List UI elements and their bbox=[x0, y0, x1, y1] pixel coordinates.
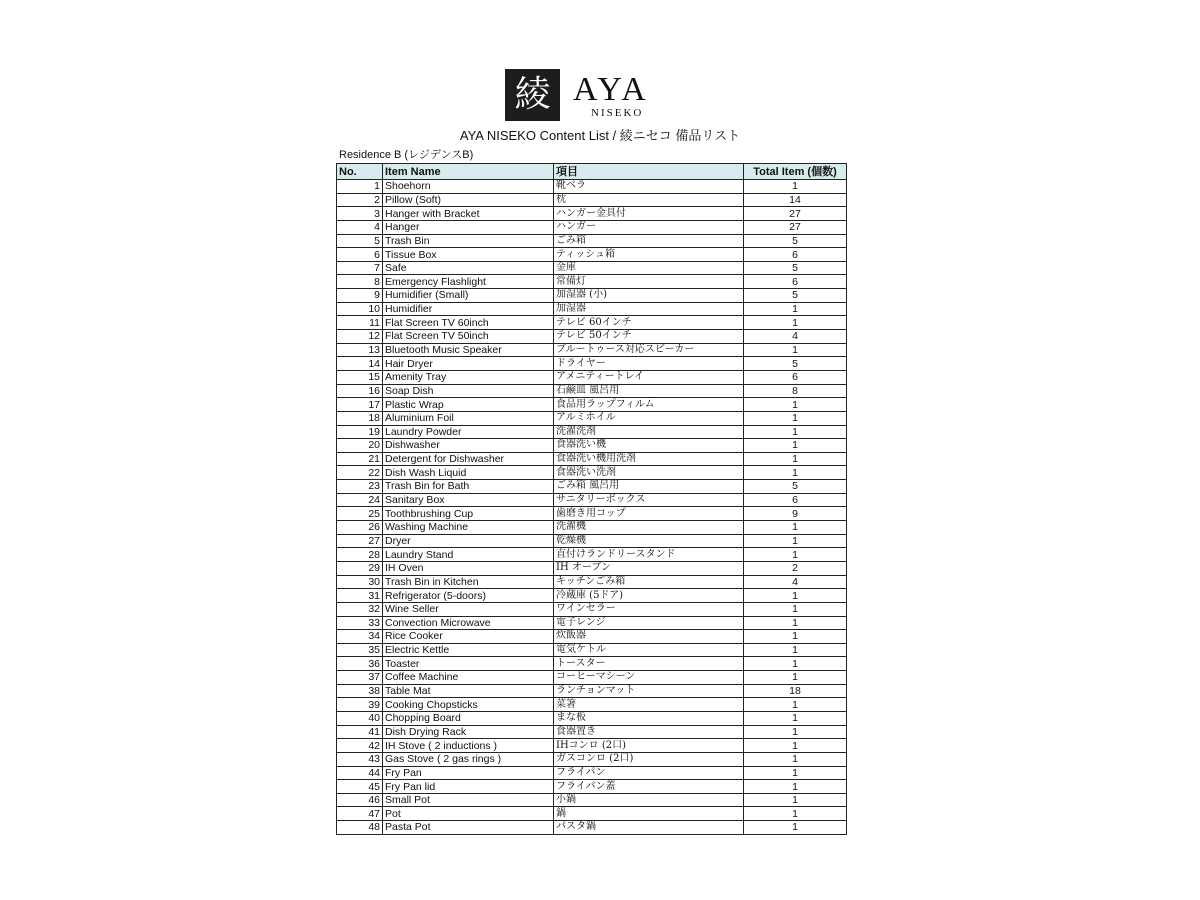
cell-no: 6 bbox=[337, 248, 383, 262]
cell-total: 1 bbox=[744, 589, 847, 603]
cell-item-name: Wine Seller bbox=[383, 602, 554, 616]
cell-no: 3 bbox=[337, 207, 383, 221]
table-row bbox=[337, 602, 847, 616]
table-row bbox=[337, 643, 847, 657]
cell-no: 33 bbox=[337, 616, 383, 630]
cell-total: 1 bbox=[744, 616, 847, 630]
cell-no: 45 bbox=[337, 780, 383, 794]
cell-item-name: Shoehorn bbox=[383, 180, 554, 194]
cell-no: 26 bbox=[337, 521, 383, 535]
cell-item-jp: パスタ鍋 bbox=[554, 821, 744, 835]
cell-item-name: Pillow (Soft) bbox=[383, 193, 554, 207]
cell-total: 14 bbox=[744, 193, 847, 207]
cell-item-jp: ドライヤー bbox=[554, 357, 744, 371]
cell-no: 5 bbox=[337, 234, 383, 248]
cell-item-jp: テレビ 60インチ bbox=[554, 316, 744, 330]
cell-item-jp: 石鹸皿 風呂用 bbox=[554, 384, 744, 398]
cell-item-jp: 食器洗い洗剤 bbox=[554, 466, 744, 480]
cell-item-name: Pot bbox=[383, 807, 554, 821]
cell-no: 30 bbox=[337, 575, 383, 589]
cell-no: 34 bbox=[337, 630, 383, 644]
cell-item-name: Dishwasher bbox=[383, 439, 554, 453]
cell-no: 21 bbox=[337, 452, 383, 466]
cell-item-name: IH Stove ( 2 inductions ) bbox=[383, 739, 554, 753]
cell-item-jp: 乾燥機 bbox=[554, 534, 744, 548]
cell-item-jp: 電子レンジ bbox=[554, 616, 744, 630]
cell-item-name: Tissue Box bbox=[383, 248, 554, 262]
cell-no: 48 bbox=[337, 821, 383, 835]
table-row bbox=[337, 616, 847, 630]
cell-no: 9 bbox=[337, 289, 383, 303]
table-row bbox=[337, 466, 847, 480]
cell-item-name: Trash Bin in Kitchen bbox=[383, 575, 554, 589]
cell-no: 39 bbox=[337, 698, 383, 712]
cell-no: 38 bbox=[337, 684, 383, 698]
table-row bbox=[337, 411, 847, 425]
cell-item-jp: ブルートゥース対応スピーカー bbox=[554, 343, 744, 357]
table-row bbox=[337, 766, 847, 780]
cell-item-name: Laundry Powder bbox=[383, 425, 554, 439]
cell-no: 43 bbox=[337, 752, 383, 766]
cell-total: 1 bbox=[744, 425, 847, 439]
cell-total: 1 bbox=[744, 780, 847, 794]
table-row bbox=[337, 548, 847, 562]
aya-niseko-logo bbox=[505, 69, 655, 121]
table-row bbox=[337, 302, 847, 316]
cell-item-name: Safe bbox=[383, 261, 554, 275]
table-row bbox=[337, 316, 847, 330]
cell-total: 27 bbox=[744, 207, 847, 221]
cell-item-jp: アルミホイル bbox=[554, 411, 744, 425]
cell-item-jp: 小鍋 bbox=[554, 793, 744, 807]
cell-item-name: Amenity Tray bbox=[383, 370, 554, 384]
cell-total: 1 bbox=[744, 180, 847, 194]
cell-no: 14 bbox=[337, 357, 383, 371]
header-item-jp: 項目 bbox=[554, 164, 744, 180]
cell-item-jp: 加湿器 bbox=[554, 302, 744, 316]
table-row bbox=[337, 521, 847, 535]
cell-no: 31 bbox=[337, 589, 383, 603]
table-row bbox=[337, 370, 847, 384]
cell-item-name: Aluminium Foil bbox=[383, 411, 554, 425]
cell-total: 1 bbox=[744, 302, 847, 316]
document-title: AYA NISEKO Content List / 綾ニセコ 備品リスト bbox=[459, 128, 741, 143]
cell-total: 1 bbox=[744, 521, 847, 535]
logo-name: AYA bbox=[573, 71, 649, 108]
cell-no: 28 bbox=[337, 548, 383, 562]
cell-item-jp: 食器洗い機用洗剤 bbox=[554, 452, 744, 466]
content-list-table bbox=[336, 163, 847, 835]
table-row bbox=[337, 289, 847, 303]
cell-item-jp: 鍋 bbox=[554, 807, 744, 821]
cell-no: 19 bbox=[337, 425, 383, 439]
cell-total: 1 bbox=[744, 452, 847, 466]
cell-item-name: Pasta Pot bbox=[383, 821, 554, 835]
table-row bbox=[337, 807, 847, 821]
cell-item-jp: ハンガー金具付 bbox=[554, 207, 744, 221]
cell-total: 5 bbox=[744, 357, 847, 371]
table-row bbox=[337, 398, 847, 412]
cell-no: 20 bbox=[337, 439, 383, 453]
table-row bbox=[337, 425, 847, 439]
cell-total: 1 bbox=[744, 534, 847, 548]
cell-total: 1 bbox=[744, 411, 847, 425]
table-row bbox=[337, 343, 847, 357]
cell-no: 24 bbox=[337, 493, 383, 507]
cell-total: 1 bbox=[744, 821, 847, 835]
cell-item-jp: アメニティートレイ bbox=[554, 370, 744, 384]
cell-item-name: Emergency Flashlight bbox=[383, 275, 554, 289]
table-row bbox=[337, 698, 847, 712]
cell-total: 1 bbox=[744, 698, 847, 712]
cell-item-name: Sanitary Box bbox=[383, 493, 554, 507]
cell-no: 17 bbox=[337, 398, 383, 412]
cell-item-jp: ハンガー bbox=[554, 220, 744, 234]
cell-item-name: Cooking Chopsticks bbox=[383, 698, 554, 712]
cell-total: 5 bbox=[744, 289, 847, 303]
cell-item-jp: 炊飯器 bbox=[554, 630, 744, 644]
cell-total: 1 bbox=[744, 766, 847, 780]
cell-no: 46 bbox=[337, 793, 383, 807]
table-row bbox=[337, 630, 847, 644]
table-row bbox=[337, 180, 847, 194]
cell-item-jp: フライパン蓋 bbox=[554, 780, 744, 794]
cell-no: 29 bbox=[337, 561, 383, 575]
cell-item-jp: コーヒーマシーン bbox=[554, 671, 744, 685]
cell-total: 9 bbox=[744, 507, 847, 521]
cell-item-jp: 直付けランドリースタンド bbox=[554, 548, 744, 562]
cell-item-jp: テレビ 50インチ bbox=[554, 330, 744, 344]
table-row bbox=[337, 507, 847, 521]
table-row bbox=[337, 384, 847, 398]
table-row bbox=[337, 452, 847, 466]
table-row bbox=[337, 793, 847, 807]
cell-item-name: Dish Wash Liquid bbox=[383, 466, 554, 480]
cell-item-name: Hanger bbox=[383, 220, 554, 234]
cell-item-name: Electric Kettle bbox=[383, 643, 554, 657]
cell-no: 27 bbox=[337, 534, 383, 548]
cell-item-name: Bluetooth Music Speaker bbox=[383, 343, 554, 357]
cell-no: 2 bbox=[337, 193, 383, 207]
table-row bbox=[337, 684, 847, 698]
cell-item-jp: ワインセラー bbox=[554, 602, 744, 616]
header-item-name: Item Name bbox=[383, 164, 554, 180]
cell-total: 5 bbox=[744, 480, 847, 494]
cell-item-jp: キッチンごみ箱 bbox=[554, 575, 744, 589]
cell-item-jp: ランチョンマット bbox=[554, 684, 744, 698]
cell-item-name: Small Pot bbox=[383, 793, 554, 807]
cell-item-jp: ごみ箱 bbox=[554, 234, 744, 248]
cell-total: 4 bbox=[744, 330, 847, 344]
cell-no: 37 bbox=[337, 671, 383, 685]
table-row bbox=[337, 248, 847, 262]
cell-total: 2 bbox=[744, 561, 847, 575]
cell-total: 18 bbox=[744, 684, 847, 698]
cell-total: 1 bbox=[744, 643, 847, 657]
cell-no: 1 bbox=[337, 180, 383, 194]
table-row bbox=[337, 534, 847, 548]
cell-item-name: Toothbrushing Cup bbox=[383, 507, 554, 521]
cell-item-name: Table Mat bbox=[383, 684, 554, 698]
cell-item-jp: まな板 bbox=[554, 711, 744, 725]
cell-no: 10 bbox=[337, 302, 383, 316]
table-header-row bbox=[337, 164, 847, 180]
cell-no: 42 bbox=[337, 739, 383, 753]
cell-item-jp: トースター bbox=[554, 657, 744, 671]
table-row bbox=[337, 275, 847, 289]
cell-total: 1 bbox=[744, 711, 847, 725]
cell-item-jp: IHコンロ (2口) bbox=[554, 739, 744, 753]
section-title: Residence B (レジデンスB) bbox=[339, 149, 474, 161]
cell-item-jp: 食品用ラップフィルム bbox=[554, 398, 744, 412]
cell-no: 11 bbox=[337, 316, 383, 330]
logo-mark: 綾 bbox=[505, 69, 560, 121]
cell-item-name: Flat Screen TV 50inch bbox=[383, 330, 554, 344]
cell-total: 6 bbox=[744, 493, 847, 507]
cell-total: 27 bbox=[744, 220, 847, 234]
cell-item-name: Convection Microwave bbox=[383, 616, 554, 630]
cell-no: 23 bbox=[337, 480, 383, 494]
cell-no: 40 bbox=[337, 711, 383, 725]
cell-item-name: Dryer bbox=[383, 534, 554, 548]
table-row bbox=[337, 480, 847, 494]
cell-item-jp: 食器置き bbox=[554, 725, 744, 739]
table-row bbox=[337, 207, 847, 221]
table-row bbox=[337, 725, 847, 739]
cell-total: 1 bbox=[744, 439, 847, 453]
cell-item-name: Laundry Stand bbox=[383, 548, 554, 562]
cell-item-jp: 洗濯機 bbox=[554, 521, 744, 535]
cell-total: 4 bbox=[744, 575, 847, 589]
cell-item-jp: 洗濯洗剤 bbox=[554, 425, 744, 439]
cell-item-jp: 電気ケトル bbox=[554, 643, 744, 657]
table-row bbox=[337, 711, 847, 725]
cell-item-name: Hair Dryer bbox=[383, 357, 554, 371]
cell-no: 4 bbox=[337, 220, 383, 234]
cell-item-jp: 常備灯 bbox=[554, 275, 744, 289]
cell-total: 1 bbox=[744, 793, 847, 807]
cell-no: 12 bbox=[337, 330, 383, 344]
cell-item-name: Humidifier bbox=[383, 302, 554, 316]
cell-total: 1 bbox=[744, 657, 847, 671]
table-row bbox=[337, 657, 847, 671]
cell-item-jp: 菜箸 bbox=[554, 698, 744, 712]
cell-item-name: Soap Dish bbox=[383, 384, 554, 398]
header-no: No. bbox=[337, 164, 383, 180]
cell-total: 1 bbox=[744, 316, 847, 330]
cell-item-name: Rice Cooker bbox=[383, 630, 554, 644]
cell-item-name: Gas Stove ( 2 gas rings ) bbox=[383, 752, 554, 766]
cell-total: 5 bbox=[744, 234, 847, 248]
cell-total: 1 bbox=[744, 343, 847, 357]
table-row bbox=[337, 357, 847, 371]
cell-no: 13 bbox=[337, 343, 383, 357]
cell-item-jp: 食器洗い機 bbox=[554, 439, 744, 453]
cell-total: 1 bbox=[744, 548, 847, 562]
cell-total: 1 bbox=[744, 752, 847, 766]
cell-item-jp: 加湿器 (小) bbox=[554, 289, 744, 303]
cell-item-name: IH Oven bbox=[383, 561, 554, 575]
table-row bbox=[337, 589, 847, 603]
cell-total: 1 bbox=[744, 466, 847, 480]
cell-item-jp: ティッシュ箱 bbox=[554, 248, 744, 262]
cell-item-name: Humidifier (Small) bbox=[383, 289, 554, 303]
cell-total: 1 bbox=[744, 739, 847, 753]
cell-no: 22 bbox=[337, 466, 383, 480]
cell-no: 35 bbox=[337, 643, 383, 657]
cell-item-name: Flat Screen TV 60inch bbox=[383, 316, 554, 330]
cell-item-jp: 歯磨き用コップ bbox=[554, 507, 744, 521]
cell-item-name: Chopping Board bbox=[383, 711, 554, 725]
cell-item-name: Detergent for Dishwasher bbox=[383, 452, 554, 466]
cell-total: 1 bbox=[744, 725, 847, 739]
cell-item-jp: 金庫 bbox=[554, 261, 744, 275]
cell-total: 6 bbox=[744, 370, 847, 384]
cell-item-name: Washing Machine bbox=[383, 521, 554, 535]
cell-no: 32 bbox=[337, 602, 383, 616]
cell-no: 16 bbox=[337, 384, 383, 398]
table-row bbox=[337, 575, 847, 589]
cell-no: 47 bbox=[337, 807, 383, 821]
cell-item-name: Toaster bbox=[383, 657, 554, 671]
cell-item-name: Dish Drying Rack bbox=[383, 725, 554, 739]
table-row bbox=[337, 193, 847, 207]
cell-total: 5 bbox=[744, 261, 847, 275]
table-row bbox=[337, 739, 847, 753]
cell-total: 1 bbox=[744, 671, 847, 685]
logo-subtitle: NISEKO bbox=[591, 107, 644, 119]
cell-item-name: Refrigerator (5-doors) bbox=[383, 589, 554, 603]
cell-no: 15 bbox=[337, 370, 383, 384]
table-row bbox=[337, 220, 847, 234]
table-row bbox=[337, 752, 847, 766]
cell-item-jp: 枕 bbox=[554, 193, 744, 207]
cell-item-name: Fry Pan bbox=[383, 766, 554, 780]
cell-total: 6 bbox=[744, 275, 847, 289]
cell-item-jp: サニタリーボックス bbox=[554, 493, 744, 507]
cell-item-jp: ごみ箱 風呂用 bbox=[554, 480, 744, 494]
header-total: Total Item (個数) bbox=[744, 164, 847, 180]
table-body bbox=[337, 180, 847, 835]
table-row bbox=[337, 330, 847, 344]
cell-item-jp: フライパン bbox=[554, 766, 744, 780]
table-row bbox=[337, 261, 847, 275]
cell-item-jp: IH オーブン bbox=[554, 561, 744, 575]
cell-no: 41 bbox=[337, 725, 383, 739]
cell-no: 7 bbox=[337, 261, 383, 275]
cell-item-jp: 靴ベラ bbox=[554, 180, 744, 194]
cell-no: 18 bbox=[337, 411, 383, 425]
table-row bbox=[337, 821, 847, 835]
cell-total: 1 bbox=[744, 602, 847, 616]
cell-item-name: Hanger with Bracket bbox=[383, 207, 554, 221]
table-row bbox=[337, 439, 847, 453]
cell-item-name: Trash Bin for Bath bbox=[383, 480, 554, 494]
cell-total: 1 bbox=[744, 630, 847, 644]
table-row bbox=[337, 780, 847, 794]
cell-item-name: Trash Bin bbox=[383, 234, 554, 248]
cell-no: 8 bbox=[337, 275, 383, 289]
cell-item-name: Fry Pan lid bbox=[383, 780, 554, 794]
cell-no: 36 bbox=[337, 657, 383, 671]
cell-total: 6 bbox=[744, 248, 847, 262]
table-row bbox=[337, 671, 847, 685]
cell-item-jp: ガスコンロ (2口) bbox=[554, 752, 744, 766]
cell-total: 1 bbox=[744, 807, 847, 821]
cell-total: 8 bbox=[744, 384, 847, 398]
cell-item-name: Coffee Machine bbox=[383, 671, 554, 685]
table-row bbox=[337, 234, 847, 248]
table-row bbox=[337, 561, 847, 575]
cell-item-name: Plastic Wrap bbox=[383, 398, 554, 412]
table-row bbox=[337, 493, 847, 507]
cell-no: 44 bbox=[337, 766, 383, 780]
cell-item-jp: 冷蔵庫 (5ドア) bbox=[554, 589, 744, 603]
cell-total: 1 bbox=[744, 398, 847, 412]
cell-no: 25 bbox=[337, 507, 383, 521]
